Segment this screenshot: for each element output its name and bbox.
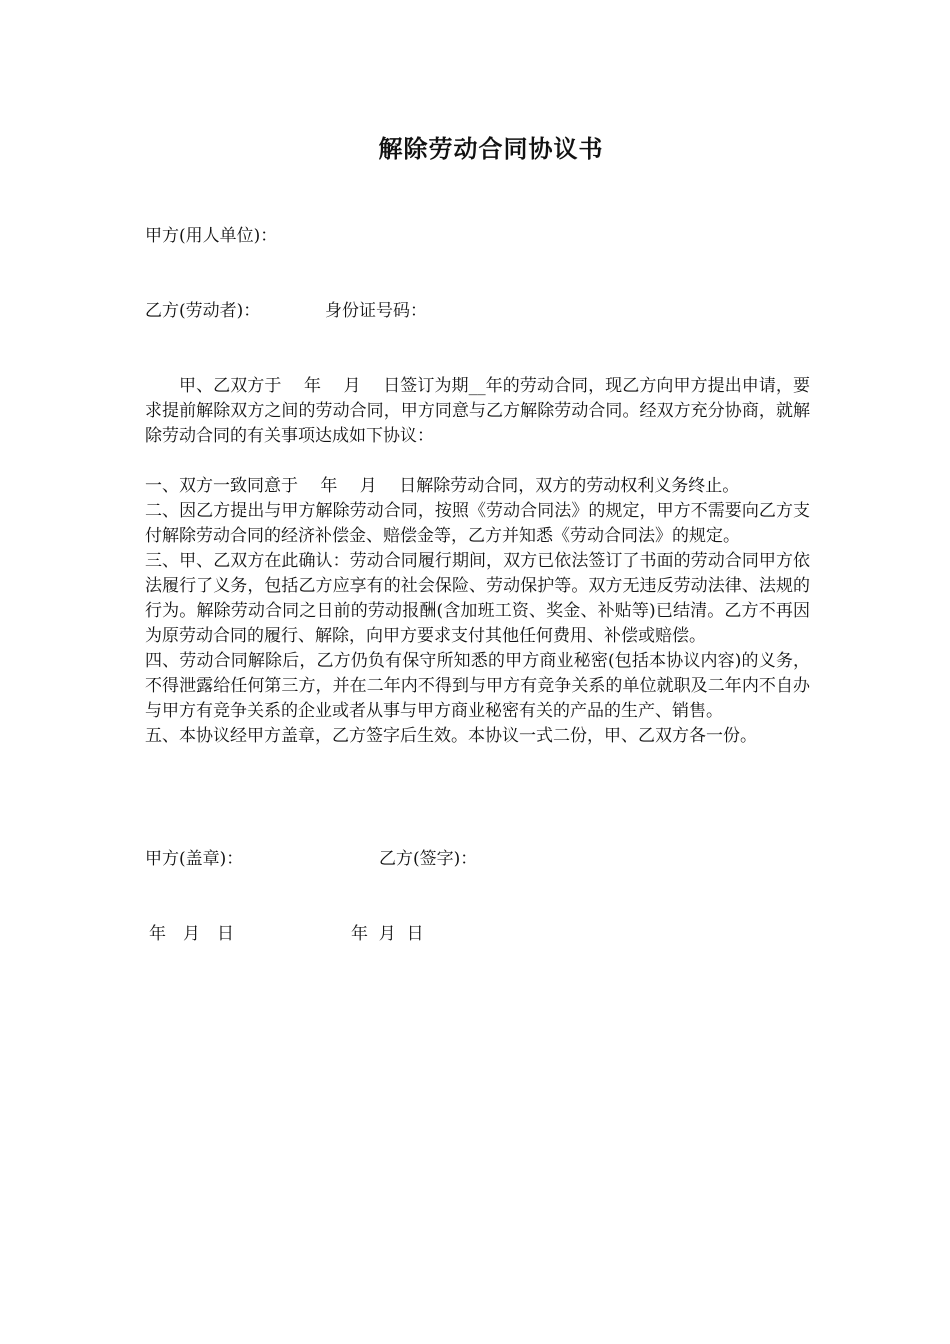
sign-party-a-label: 甲方(盖章)：	[145, 849, 244, 869]
clause-2: 二、因乙方提出与甲方解除劳动合同，按照《劳动合同法》的规定，甲方不需要向乙方支付解除劳动合同的经济补偿金、赔偿金等，乙方并知悉《劳动合同法》的规定。	[145, 501, 810, 546]
party-a-label: 甲方(用人单位)：	[145, 226, 278, 246]
paragraph-gap	[145, 449, 810, 474]
document-title: 解除劳动合同协议书	[378, 134, 604, 163]
clause-5: 五、本协议经甲方盖章，乙方签字后生效。本协议一式二份，甲、乙双方各一份。	[145, 726, 757, 746]
clause-1: 一、双方一致同意于 年 月 日解除劳动合同，双方的劳动权利义务终止。	[145, 476, 740, 496]
sign-party-b-label: 乙方(签字)：	[379, 849, 478, 869]
party-a-date: 年 月 日	[149, 924, 234, 944]
intro-paragraph: 甲、乙双方于 年 月 日签订为期__年的劳动合同，现乙方向甲方提出申请，要求提前解除双方之间的劳动合同，甲方同意与乙方解除劳动合同。经双方充分协商，就解除劳动合同的有关事项达成如下协议：	[145, 376, 810, 446]
id-number-label: 身份证号码：	[325, 301, 427, 321]
party-b-date: 年 月 日	[351, 924, 424, 944]
party-b-label: 乙方(劳动者)：	[145, 301, 261, 321]
agreement-body	[145, 374, 810, 749]
clause-3: 三、甲、乙双方在此确认：劳动合同履行期间，双方已依法签订了书面的劳动合同甲方依法履行了义务，包括乙方应享有的社会保险、劳动保护等。双方无违反劳动法律、法规的行为。解除劳动合同之日前的劳动报酬(含加班工资、奖金、补贴等)已结清。乙方不再因为原劳动合同的履行、解除，向甲方要求支付其他任何费用、补偿或赔偿。	[145, 551, 810, 646]
clause-4: 四、劳动合同解除后，乙方仍负有保守所知悉的甲方商业秘密(包括本协议内容)的义务，不得泄露给任何第三方，并在二年内不得到与甲方有竞争关系的单位就职及二年内不自办与甲方有竞争关系的企业或者从事与甲方商业秘密有关的产品的生产、销售。	[145, 651, 810, 721]
